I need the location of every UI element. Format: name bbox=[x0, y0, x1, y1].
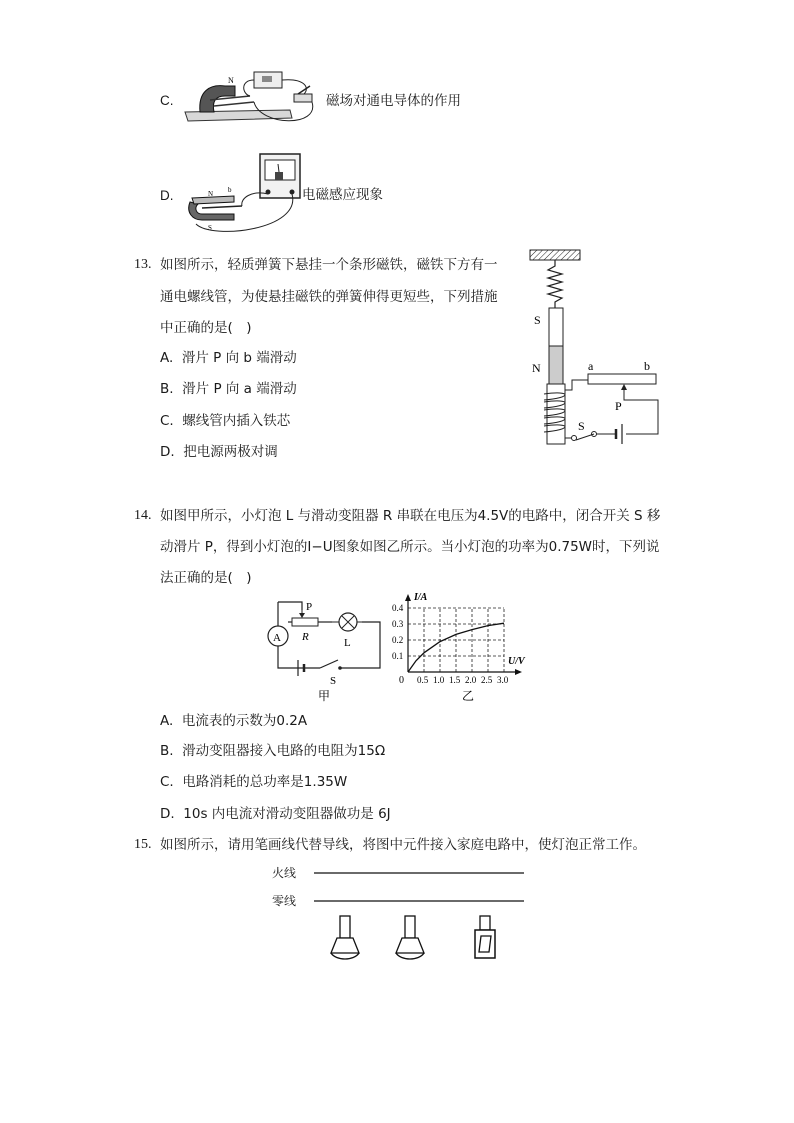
x-tick-label: 1.5 bbox=[449, 675, 461, 685]
x-tick-label: 2.5 bbox=[481, 675, 493, 685]
q13-stem-line-2: 通电螺线管，为使悬挂磁铁的弹簧伸得更短些，下列措施 bbox=[160, 289, 498, 305]
option-text: 10s 内电流对滑动变阻器做功是 6J bbox=[183, 806, 391, 822]
y-tick-label: 0.1 bbox=[392, 651, 404, 661]
option-letter: A. bbox=[160, 713, 174, 729]
option-d-caption: 电磁感应现象 bbox=[302, 187, 383, 203]
lamp-1 bbox=[331, 916, 359, 959]
x-tick-label: 3.0 bbox=[497, 675, 509, 685]
slider-p-label: P bbox=[306, 601, 313, 613]
option-letter: C. bbox=[160, 413, 174, 429]
switch-label: S bbox=[330, 675, 337, 687]
q14-option-d bbox=[160, 804, 391, 824]
option-text: 把电源两极对调 bbox=[183, 444, 278, 460]
option-letter: C. bbox=[160, 774, 174, 790]
option-text: 滑片 P 向 a 端滑动 bbox=[182, 381, 297, 397]
neutral-wire-label: 零线 bbox=[272, 894, 297, 908]
q14-option-a bbox=[160, 711, 307, 731]
svg-text:N: N bbox=[228, 76, 234, 85]
q14-stem-line-2: 动滑片 P，得到小灯泡的I−U图象如图乙所示。当小灯泡的功率为0.75W时，下列说 bbox=[160, 539, 660, 555]
spring bbox=[548, 260, 562, 308]
rheostat-b-label: b bbox=[644, 359, 650, 373]
y-tick-label: 0.2 bbox=[392, 635, 404, 645]
ceiling-support bbox=[530, 250, 580, 260]
option-letter: A. bbox=[160, 350, 174, 366]
q14-option-c bbox=[160, 772, 347, 792]
live-wire-label: 火线 bbox=[272, 866, 297, 880]
rheostat bbox=[588, 374, 656, 384]
graph-axes bbox=[405, 594, 522, 675]
rheostat-r-label: R bbox=[302, 631, 309, 643]
option-d-letter: D. bbox=[160, 188, 174, 203]
q13-option-c bbox=[160, 411, 290, 431]
q15-household-circuit bbox=[300, 860, 540, 968]
q14-stem-line-3: 法正确的是( ) bbox=[160, 570, 252, 586]
circuit-caption: 甲 bbox=[318, 689, 331, 703]
magnet-s-label: S bbox=[534, 313, 541, 327]
q14-option-b bbox=[160, 741, 385, 761]
switch bbox=[320, 660, 338, 668]
option-letter: B. bbox=[160, 381, 174, 397]
q13-stem-line-1: 如图所示，轻质弹簧下悬挂一个条形磁铁，磁铁下方有一 bbox=[160, 257, 498, 273]
x-tick-label: 2.0 bbox=[465, 675, 477, 685]
q15-stem: 如图所示，请用笔画线代替导线，将图中元件接入家庭电路中，使灯泡正常工作。 bbox=[160, 837, 646, 853]
x-tick-label: 1.0 bbox=[433, 675, 445, 685]
y-tick-label: 0.4 bbox=[392, 603, 404, 613]
svg-text:b: b bbox=[228, 186, 232, 194]
lamp-2 bbox=[396, 916, 424, 959]
q14-iu-graph bbox=[392, 588, 532, 712]
q13-number: 13. bbox=[134, 257, 152, 272]
option-text: 电流表的示数为0.2A bbox=[181, 713, 308, 729]
q14-circuit-figure bbox=[258, 594, 388, 706]
option-letter: D. bbox=[160, 444, 175, 460]
magnet-n-label: N bbox=[532, 361, 541, 375]
option-letter: D. bbox=[160, 806, 175, 822]
origin-label: 0 bbox=[399, 675, 404, 686]
graph-grid bbox=[408, 608, 504, 672]
option-text: 螺线管内插入铁芯 bbox=[182, 413, 291, 429]
option-d-figure bbox=[182, 150, 304, 240]
option-letter: B. bbox=[160, 743, 174, 759]
option-c-letter: C. bbox=[160, 93, 174, 108]
q13-stem-line-3: 中正确的是( ) bbox=[160, 320, 252, 336]
option-text: 滑片 P 向 b 端滑动 bbox=[181, 350, 297, 366]
option-text: 滑动变阻器接入电路的电阻为15Ω bbox=[182, 743, 386, 759]
q14-number: 14. bbox=[134, 508, 152, 523]
option-c-caption: 磁场对通电导体的作用 bbox=[326, 93, 461, 109]
x-axis-arrow bbox=[515, 669, 522, 675]
ammeter-label: A bbox=[273, 632, 281, 644]
rheostat-r bbox=[292, 618, 318, 626]
y-axis-arrow bbox=[405, 594, 411, 601]
option-text: 电路消耗的总功率是1.35W bbox=[182, 774, 348, 790]
graph-caption: 乙 bbox=[462, 689, 475, 703]
q13-option-a bbox=[160, 348, 297, 368]
graph-ticks bbox=[392, 603, 509, 685]
q15-number: 15. bbox=[134, 837, 152, 852]
switch-s-label: S bbox=[578, 419, 585, 433]
x-axis-label: U/V bbox=[508, 656, 525, 667]
y-tick-label: 0.3 bbox=[392, 619, 404, 629]
svg-text:S: S bbox=[208, 224, 212, 232]
x-tick-label: 0.5 bbox=[417, 675, 429, 685]
slider-p-label: P bbox=[615, 399, 622, 413]
lamp-label: L bbox=[344, 637, 351, 649]
y-axis-label: I/A bbox=[414, 592, 428, 603]
q13-figure bbox=[520, 244, 670, 456]
q14-stem-line-1: 如图甲所示，小灯泡 L 与滑动变阻器 R 串联在电压为4.5V的电路中，闭合开关 S 移 bbox=[160, 508, 661, 524]
q13-option-b bbox=[160, 379, 297, 399]
wall-switch bbox=[475, 916, 495, 958]
option-c-figure bbox=[180, 66, 330, 132]
rheostat-a-label: a bbox=[588, 359, 594, 373]
q13-option-d bbox=[160, 442, 278, 462]
svg-text:N: N bbox=[208, 190, 214, 198]
